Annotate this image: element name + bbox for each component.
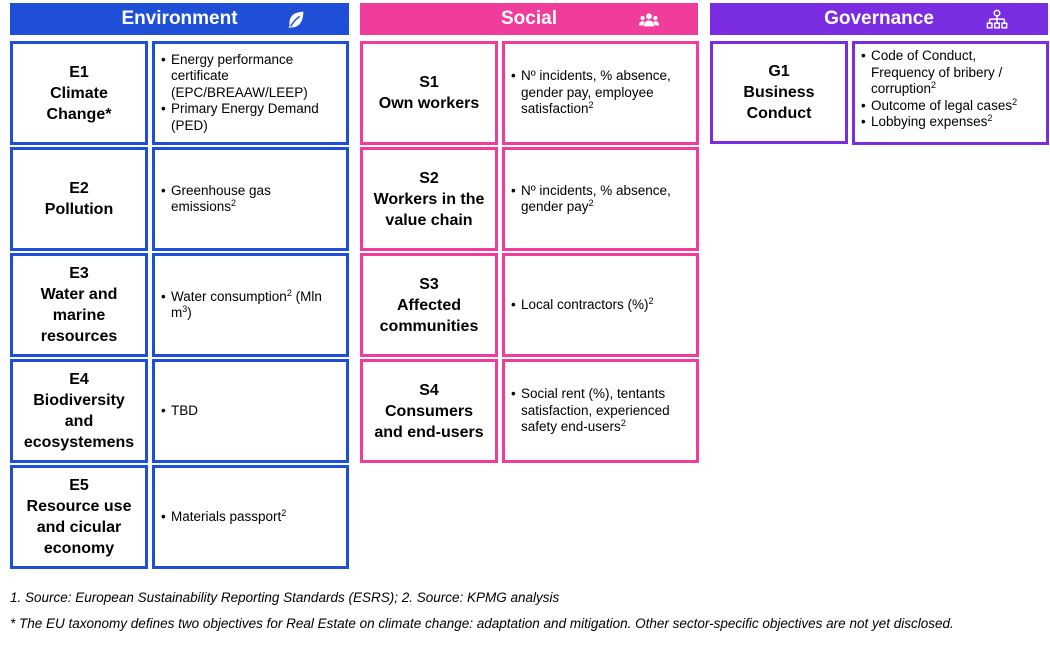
topic-code: S2	[419, 169, 439, 187]
topic-box	[360, 41, 498, 145]
topic-name-line: and	[64, 413, 94, 430]
topic-name-line: Own workers	[378, 95, 480, 112]
topic-box	[360, 147, 498, 251]
footnote-sources: 1. Source: European Sustainability Reporting Standards (ESRS); 2. Source: KPMG analysis	[10, 590, 560, 605]
topic-name-line: marine	[52, 307, 106, 324]
topic-box	[710, 41, 848, 144]
e1-row	[10, 41, 349, 145]
metric-item: • Local contractors (%)$^2$	[511, 297, 688, 314]
s3-row	[360, 253, 698, 357]
metrics-box	[502, 253, 699, 357]
governance-header	[710, 3, 1048, 35]
topic-name-line: communities	[379, 317, 479, 335]
metrics-box	[852, 41, 1049, 145]
environment-header	[10, 3, 349, 35]
topic-code: S3	[419, 275, 439, 293]
topic-name-line: resources	[40, 328, 118, 345]
hierarchy-icon	[986, 9, 1008, 31]
s1-row	[360, 41, 698, 145]
metrics-box	[152, 41, 349, 145]
metric-item: • Code of Conduct, Frequency of bribery / corruption$^2$	[861, 48, 1038, 98]
topic-name-line: Workers in the	[373, 190, 485, 208]
social-header	[360, 3, 698, 35]
topic-name-line: Climate	[50, 84, 108, 102]
metrics-box	[152, 465, 349, 569]
topic-name-line: ecosystemens	[23, 434, 135, 451]
topic-box	[360, 253, 498, 357]
topic-name-line: economy	[43, 540, 115, 557]
e5-row	[10, 465, 349, 569]
topic-name-line: Change*	[46, 105, 112, 123]
topic-box	[10, 465, 148, 569]
metric-item: • Water consumption$^2$ (Mln $m^3$)	[161, 289, 338, 322]
governance-title: Governance	[824, 8, 934, 29]
social-title: Social	[501, 8, 557, 29]
topic-name-line: Pollution	[44, 201, 114, 218]
metric-item: • Lobbying expenses$^2$	[861, 114, 1038, 131]
metric-item: • Nº incidents, % absence, gender pay$^2$	[511, 183, 688, 216]
topic-name-line: value chain	[385, 211, 473, 229]
footnote-taxonomy: * The EU taxonomy defines two objectives for Real Estate on climate change: adaptation and mitigation. Other sector-specific objectives are not yet disclosed.	[10, 616, 954, 631]
topic-code: S1	[419, 74, 439, 91]
metrics-box	[152, 147, 349, 251]
g1-row	[710, 41, 1048, 145]
topic-name-line: and end-users	[374, 423, 484, 441]
people-icon	[636, 9, 662, 31]
metric-item: • Social rent (%), tentants satisfaction, experienced safety end-users$^2$	[511, 386, 688, 436]
s2-row	[360, 147, 698, 251]
governance-column	[710, 3, 1048, 129]
topic-box	[10, 253, 148, 357]
s4-row	[360, 359, 698, 463]
e4-row	[10, 359, 349, 463]
topic-name-line: Consumers	[384, 402, 474, 420]
metrics-box	[152, 359, 349, 463]
topic-name-line: Resource use	[26, 498, 132, 515]
topic-code: E4	[69, 371, 89, 388]
environment-column	[10, 3, 349, 557]
topic-box	[10, 41, 148, 145]
social-column	[360, 3, 698, 441]
topic-name-line: Water and	[40, 286, 118, 303]
metric-item: • Energy performance certificate (EPC/BREAAW/LEEP)	[161, 52, 338, 102]
metric-item: • Primary Energy Demand (PED)	[161, 101, 338, 134]
topic-name-line: Affected	[396, 296, 461, 314]
topic-code: E5	[69, 477, 89, 494]
topic-code: E1	[69, 63, 89, 81]
metric-item: • Greenhouse gas emissions$^2$	[161, 183, 338, 216]
topic-name-line: Biodiversity	[33, 392, 125, 409]
metric-item: • Materials passport$^2$	[161, 509, 338, 526]
environment-title: Environment	[121, 8, 238, 29]
topic-name-line: Conduct	[746, 105, 812, 122]
e3-row	[10, 253, 349, 357]
topic-box	[360, 359, 498, 463]
topic-code: E3	[69, 265, 89, 282]
leaf-icon	[285, 9, 307, 31]
topic-name-line: and cicular	[36, 519, 122, 536]
topic-box	[10, 147, 148, 251]
metric-item: • Outcome of legal cases$^2$	[861, 98, 1038, 115]
metrics-box	[502, 41, 699, 145]
metrics-box	[152, 253, 349, 357]
metric-item: • TBD	[161, 403, 338, 420]
e2-row	[10, 147, 349, 251]
topic-box	[10, 359, 148, 463]
topic-code: G1	[768, 63, 790, 80]
topic-code: E2	[69, 180, 89, 197]
metric-item: • Nº incidents, % absence, gender pay, employee satisfaction$^2$	[511, 68, 688, 118]
metrics-box	[502, 147, 699, 251]
metrics-box	[502, 359, 699, 463]
topic-name-line: Business	[743, 84, 815, 101]
topic-code: S4	[419, 381, 439, 399]
